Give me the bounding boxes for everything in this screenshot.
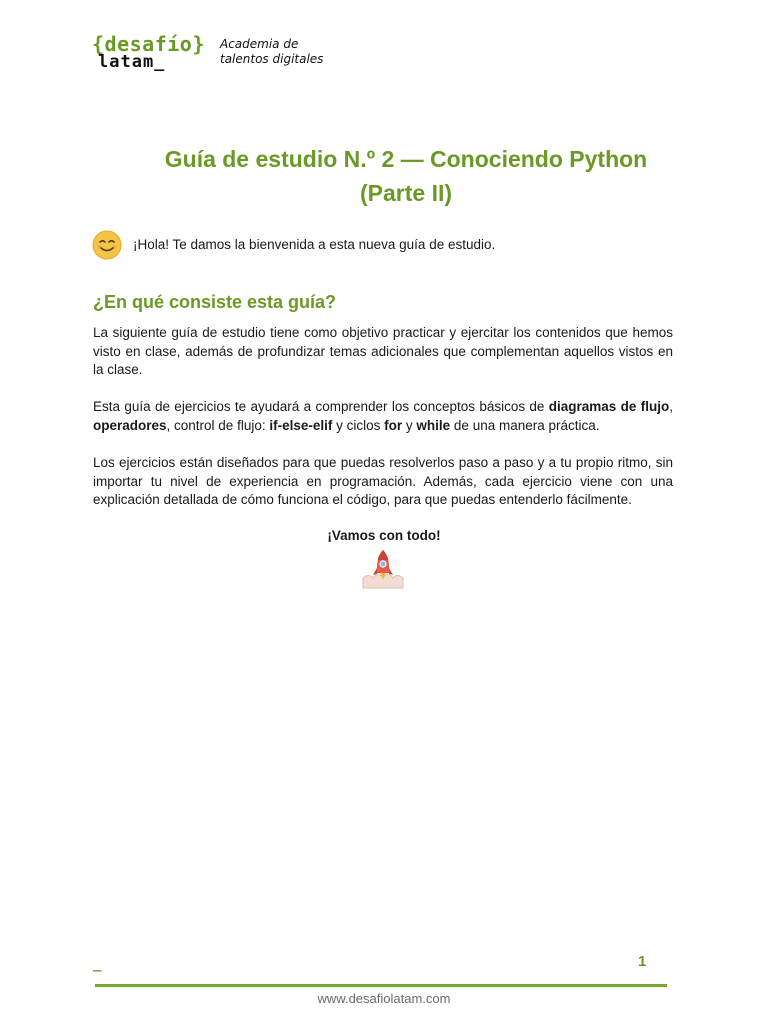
brand-logo-latam: latam_ [98,52,166,72]
greeting [92,230,592,260]
brand-logo-desafio: {desafío} [92,32,205,56]
paragraph-concepts-text-6: de una manera práctica. [450,417,600,433]
brand-tagline-line1: Academia de [220,37,299,51]
footer-rule [95,984,667,987]
page-number: 1 [638,953,647,970]
paragraph-concepts-text-1: Esta guía de ejercicios te ayudará a comprender los conceptos básicos de [93,399,549,414]
paragraph-exercises: Los ejercicios están diseñados para que puedas resolverlos paso a paso y a tu propio ritmo, sin importar tu nivel de experiencia en programación. Además, cada ejercicio viene con una explicación detallada de cómo funciona el código, para que puedas entenderlo fácilmente. [93,455,673,507]
paragraph-intro: La siguiente guía de estudio tiene como objetivo practicar y ejercitar los contenidos que hemos visto en clase, además de profundizar temas adicionales que complementan aquellos vistos en la clase. [93,325,673,377]
paragraph-concepts-text-3: , control de flujo: [166,417,270,433]
term-diagramas-de-flujo: diagramas de flujo [548,399,670,414]
paragraph-concepts [93,398,673,435]
page-title-line1: Guía de estudio N.º 2 — Conociendo Python [164,146,648,172]
page-title-line2: (Parte II) [359,180,453,206]
brand-tagline-line2: talentos digitales [220,52,324,66]
section-heading: ¿En qué consiste esta guía? [93,292,337,312]
paragraph-concepts-text-2: , [669,399,673,414]
rocket-icon [361,547,405,594]
term-if-else-elif: if-else-elif [269,417,333,433]
brand-tagline [220,37,323,67]
footer-url: www.desafiolatam.com [317,991,451,1006]
footer-dash: _ [93,956,102,972]
term-while: while [416,417,451,433]
term-operadores: operadores [93,417,167,433]
cheer-text: ¡Vamos con todo! [327,528,441,543]
paragraph-concepts-text-4: y ciclos [332,417,385,433]
smiling-face-icon [92,230,122,265]
term-for: for [384,417,403,433]
brand-logo [92,32,332,74]
page-title [96,142,716,210]
greeting-text: ¡Hola! Te damos la bienvenida a esta nueva guía de estudio. [133,237,496,252]
paragraph-concepts-text-5: y [402,417,417,433]
